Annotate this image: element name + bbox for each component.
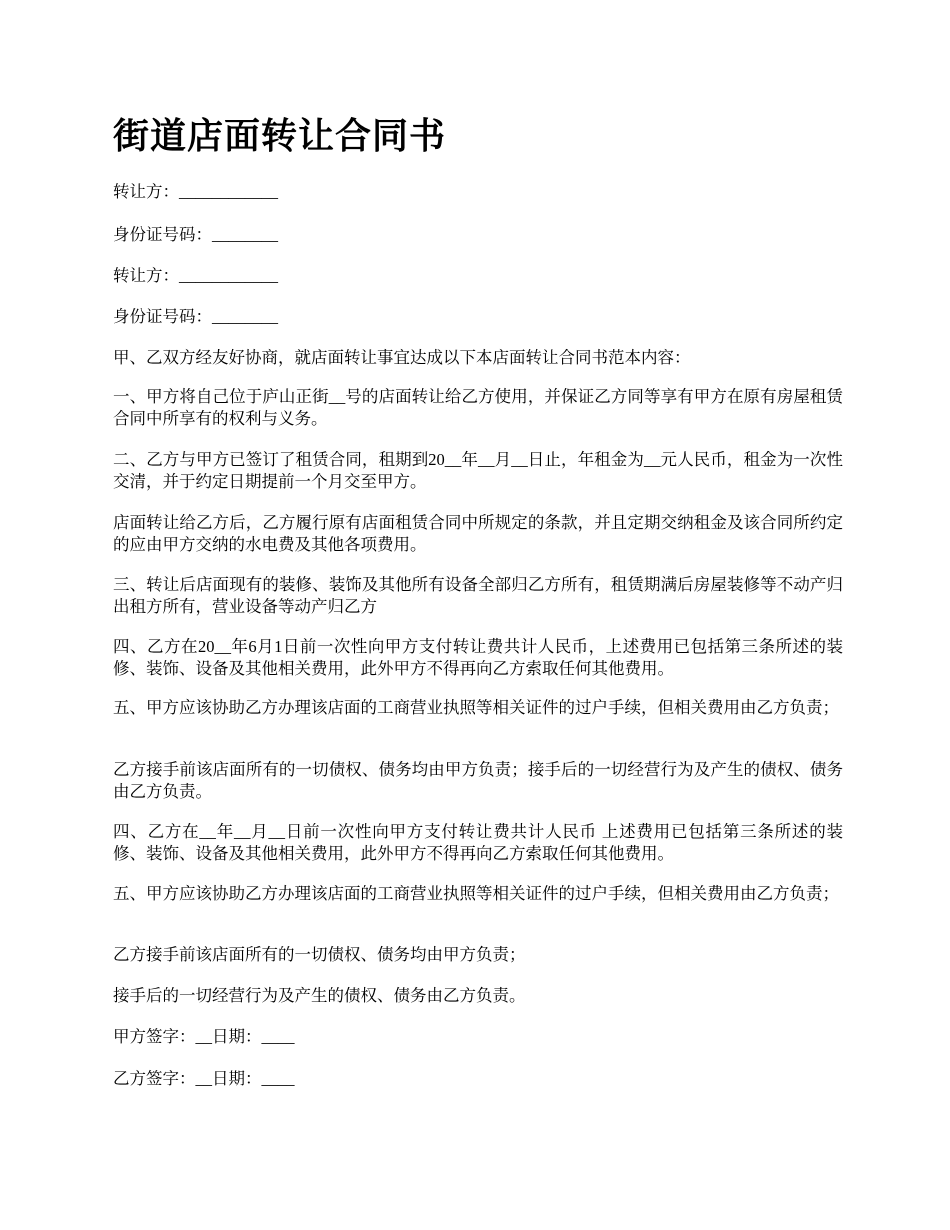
document-title: 街道店面转让合同书	[113, 116, 447, 156]
post-handover-liability: 接手后的一切经营行为及产生的债权、债务由乙方负责。	[113, 986, 526, 1005]
clause-1-paragraph: 一、甲方将自己位于庐山正街__号的店面转让给乙方使用，并保证乙方同等享有甲方在原有房屋租赁合同中所享有的权利与义务。	[113, 387, 843, 428]
clause-4-repeat-paragraph: 四、乙方在__年__月__日前一次性向甲方支付转让费共计人民币 上述费用已包括第三条所述的装修、装饰、设备及其他相关费用，此外甲方不得再向乙方索取任何其他费用。	[113, 822, 843, 863]
transferee-id-field: 身份证号码：________	[113, 307, 278, 326]
transferor-field: 转让方：____________	[113, 182, 278, 201]
transferee-field: 转让方：____________	[113, 266, 278, 285]
preamble-paragraph: 甲、乙双方经友好协商，就店面转让事宜达成以下本店面转让合同书范本内容：	[113, 348, 691, 367]
clause-5-repeat-paragraph: 五、甲方应该协助乙方办理该店面的工商营业执照等相关证件的过户手续，但相关费用由乙方负责；	[113, 884, 839, 903]
party-b-signature-line: 乙方签字：__日期：____	[113, 1069, 295, 1088]
party-a-signature-line: 甲方签字：__日期：____	[113, 1027, 295, 1046]
clause-2-paragraph: 二、乙方与甲方已签订了租赁合同，租期到20__年__月__日止，年租金为__元人民币，租金为一次性交清，并于约定日期提前一个月交至甲方。	[113, 450, 843, 491]
clause-2-continued-paragraph: 店面转让给乙方后，乙方履行原有店面租赁合同中所规定的条款，并且定期交纳租金及该合同所约定的应由甲方交纳的水电费及其他各项费用。	[113, 513, 843, 554]
liability-paragraph: 乙方接手前该店面所有的一切债权、债务均由甲方负责；接手后的一切经营行为及产生的债权、债务由乙方负责。	[113, 760, 843, 801]
clause-4-paragraph: 四、乙方在20__年6月1日前一次性向甲方支付转让费共计人民币，上述费用已包括第三条所述的装修、装饰、设备及其他相关费用，此外甲方不得再向乙方索取任何其他费用。	[113, 637, 843, 678]
clause-5-paragraph: 五、甲方应该协助乙方办理该店面的工商营业执照等相关证件的过户手续，但相关费用由乙方负责；	[113, 698, 839, 717]
pre-handover-liability: 乙方接手前该店面所有的一切债权、债务均由甲方负责；	[113, 945, 526, 964]
transferor-id-field: 身份证号码：________	[113, 225, 278, 244]
clause-3-paragraph: 三、转让后店面现有的装修、装饰及其他所有设备全部归乙方所有，租赁期满后房屋装修等不动产归出租方所有，营业设备等动产归乙方	[113, 575, 843, 616]
